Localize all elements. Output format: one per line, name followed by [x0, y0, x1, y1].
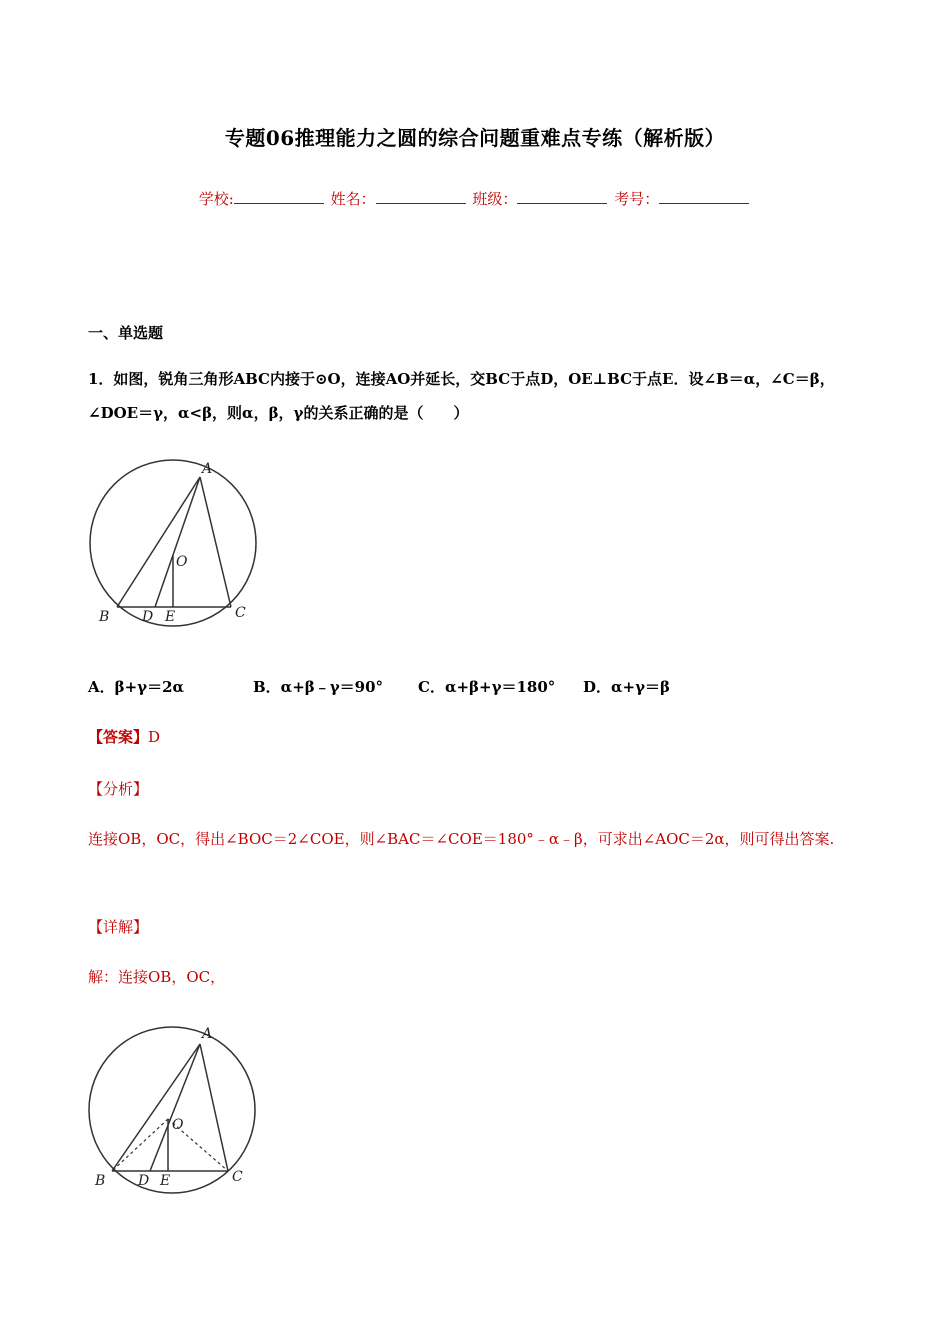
name-label: 姓名： — [330, 190, 376, 208]
answer-tag: 【答案】 — [88, 728, 149, 746]
option-d[interactable]: D．α+γ＝β — [583, 678, 670, 696]
segment-ad — [150, 1044, 200, 1171]
analysis-heading: 【分析】 — [88, 780, 149, 798]
label-b: B — [95, 1173, 106, 1189]
label-c: C — [232, 1169, 243, 1185]
segment-ac — [200, 477, 231, 607]
class-blank — [517, 189, 607, 204]
detail-heading: 【详解】 — [88, 918, 149, 936]
segment-ad — [155, 477, 200, 607]
section-heading: 一、单选题 — [88, 324, 164, 342]
exam-number-label: 考号： — [614, 190, 660, 208]
label-d: D — [142, 609, 154, 625]
page-title: 专题06推理能力之圆的综合问题重难点专练（解析版） — [224, 126, 726, 150]
label-e: E — [165, 609, 176, 625]
school-blank — [234, 189, 324, 204]
answer-value: D — [148, 728, 161, 746]
option-b[interactable]: B．α+β﹣γ＝90° — [253, 678, 384, 696]
circle-figure-1 — [80, 455, 280, 635]
question-text: 1．如图，锐角三角形ABC内接于⊙O，连接AO并延长，交BC于点D，OE⊥BC于点E．设∠B＝α，∠C＝β，∠DOE＝γ，α<β，则α，β，γ的关系正确的是（ ） — [88, 370, 835, 422]
label-b: B — [99, 609, 110, 625]
class-label: 班级： — [472, 190, 518, 208]
name-blank — [376, 189, 466, 204]
segment-ab — [117, 477, 200, 607]
segment-ac — [200, 1044, 228, 1171]
label-a: A — [202, 1026, 213, 1042]
label-a: A — [202, 461, 213, 477]
label-o: O — [176, 554, 188, 570]
detail-text: 解：连接OB，OC， — [88, 968, 226, 986]
label-e: E — [160, 1173, 171, 1189]
label-c: C — [235, 605, 246, 621]
label-o: O — [172, 1117, 184, 1133]
option-a[interactable]: A．β+γ＝2α — [88, 678, 185, 696]
segment-ab — [112, 1044, 200, 1171]
school-label: 学校: — [198, 190, 234, 208]
answer-line — [88, 726, 160, 747]
label-d: D — [138, 1173, 150, 1189]
analysis-text: 连接OB，OC，得出∠BOC＝2∠COE，则∠BAC＝∠COE＝180°﹣α﹣β，可求出∠AOC＝2α，则可得出答案. — [88, 830, 835, 848]
student-info-line — [0, 188, 950, 209]
exam-number-blank — [659, 189, 749, 204]
circle-figure-2 — [80, 1022, 280, 1202]
option-c[interactable]: C．α+β+γ＝180° — [418, 678, 556, 696]
